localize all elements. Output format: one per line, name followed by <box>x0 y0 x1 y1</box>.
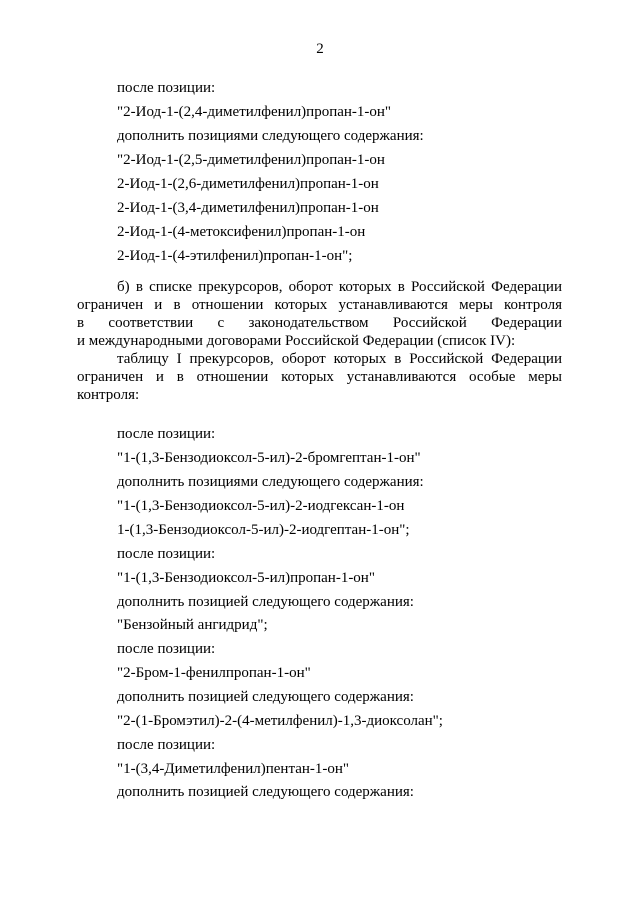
text-line: дополнить позицией следующего содержания: <box>117 594 414 610</box>
paragraph-line: в соответствии с законодательством Российской Федерации <box>77 315 562 331</box>
text-line: "Бензойный ангидрид"; <box>117 617 268 633</box>
text-line: после позиции: <box>117 641 216 657</box>
page-number: 2 <box>316 41 324 57</box>
text-line: "2-Иод-1-(2,4-диметилфенил)пропан-1-он" <box>117 104 392 120</box>
text-line: 1-(1,3-Бензодиоксол-5-ил)-2-иодгептан-1-он"; <box>117 522 410 538</box>
text-line: "1-(3,4-Диметилфенил)пентан-1-он" <box>117 761 350 777</box>
text-line: дополнить позицией следующего содержания: <box>117 689 414 705</box>
paragraph-line: таблицу I прекурсоров, оборот которых в Российской Федерации <box>117 351 562 367</box>
text-line: "1-(1,3-Бензодиоксол-5-ил)пропан-1-он" <box>117 570 375 586</box>
text-line: дополнить позициями следующего содержания: <box>117 474 424 490</box>
paragraph-precursors-list <box>77 278 562 350</box>
text-line: 2-Иод-1-(4-этилфенил)пропан-1-он"; <box>117 248 353 264</box>
text-line: после позиции: <box>117 546 216 562</box>
paragraph-line: ограничен и в отношении которых устанавливаются меры контроля <box>77 297 562 313</box>
paragraph-line: б) в списке прекурсоров, оборот которых в Российской Федерации <box>117 279 562 295</box>
text-line: после позиции: <box>117 80 216 96</box>
paragraph-line: контроля: <box>77 387 140 403</box>
text-line: "2-(1-Бромэтил)-2-(4-метилфенил)-1,3-диоксолан"; <box>117 713 443 729</box>
text-line: 2-Иод-1-(2,6-диметилфенил)пропан-1-он <box>117 176 379 192</box>
text-line: дополнить позицией следующего содержания: <box>117 784 414 800</box>
text-line: "1-(1,3-Бензодиоксол-5-ил)-2-иодгексан-1-он <box>117 498 405 514</box>
text-line: 2-Иод-1-(4-метоксифенил)пропан-1-он <box>117 224 366 240</box>
paragraph-line: ограничен и в отношении которых устанавливаются особые меры <box>77 369 562 385</box>
text-line: после позиции: <box>117 737 216 753</box>
paragraph-line: и международными договорами Российской Федерации (список IV): <box>77 333 516 349</box>
text-line: после позиции: <box>117 426 216 442</box>
text-line: "2-Бром-1-фенилпропан-1-он" <box>117 665 311 681</box>
paragraph-table-one <box>77 350 562 404</box>
text-line: дополнить позициями следующего содержания: <box>117 128 424 144</box>
text-line: 2-Иод-1-(3,4-диметилфенил)пропан-1-он <box>117 200 379 216</box>
text-line: "1-(1,3-Бензодиоксол-5-ил)-2-бромгептан-1-он" <box>117 450 421 466</box>
text-line: "2-Иод-1-(2,5-диметилфенил)пропан-1-он <box>117 152 385 168</box>
